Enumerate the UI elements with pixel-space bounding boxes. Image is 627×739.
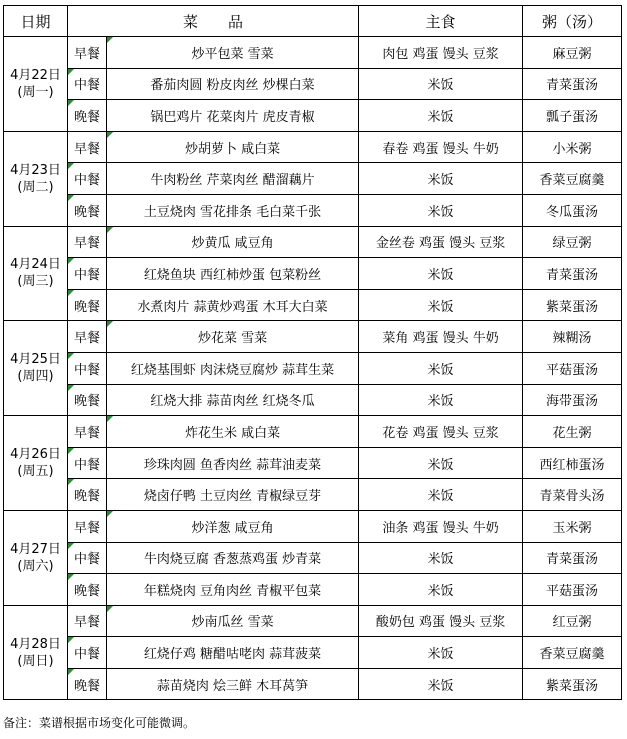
meal-label: 中餐 (68, 447, 107, 479)
meal-label: 中餐 (68, 68, 107, 100)
meal-row (4, 321, 622, 353)
meal-dishes: 红烧仔鸡 糖醋咕咾肉 蒜茸菠菜 (107, 637, 359, 669)
meal-label: 晚餐 (68, 194, 107, 226)
meal-staple: 米饭 (359, 258, 523, 290)
meal-staple: 春卷 鸡蛋 馒头 牛奶 (359, 131, 523, 163)
meal-soup: 小米粥 (523, 131, 622, 163)
meal-dishes: 红烧鱼块 西红柿炒蛋 包菜粉丝 (107, 258, 359, 290)
meal-dishes: 番茄肉圆 粉皮肉丝 炒棵白菜 (107, 68, 359, 100)
meal-staple: 米饭 (359, 289, 523, 321)
meal-soup: 青菜蛋汤 (523, 258, 622, 290)
day-date-cell (4, 226, 68, 321)
meal-row (4, 510, 622, 542)
meal-label: 晚餐 (68, 100, 107, 132)
meal-dishes: 炒胡萝卜 咸白菜 (107, 131, 359, 163)
meal-soup: 香菜豆腐羹 (523, 637, 622, 669)
meal-soup: 香菜豆腐羹 (523, 163, 622, 195)
meal-soup: 花生粥 (523, 416, 622, 448)
meal-row (4, 289, 622, 321)
meal-label: 晚餐 (68, 574, 107, 606)
meal-dishes: 炒黄瓜 咸豆角 (107, 226, 359, 258)
meal-row (4, 416, 622, 448)
meal-staple: 米饭 (359, 352, 523, 384)
day-date: 4月26日 (10, 447, 61, 463)
day-weekday: (周三) (17, 274, 54, 290)
meal-dishes: 烧卤仔鸭 土豆肉丝 青椒绿豆芽 (107, 479, 359, 511)
meal-soup: 玉米粥 (523, 510, 622, 542)
meal-dishes: 水煮肉片 蒜黄炒鸡蛋 木耳大白菜 (107, 289, 359, 321)
day-weekday: (周日) (17, 653, 54, 669)
meal-staple: 米饭 (359, 637, 523, 669)
meal-dishes: 炒南瓜丝 雪菜 (107, 605, 359, 637)
meal-soup: 紫菜蛋汤 (523, 289, 622, 321)
meal-row (4, 131, 622, 163)
meal-dishes: 锅巴鸡片 花菜肉片 虎皮青椒 (107, 100, 359, 132)
meal-dishes: 牛肉粉丝 芹菜肉丝 醋溜藕片 (107, 163, 359, 195)
day-date-cell (4, 37, 68, 132)
meal-staple: 米饭 (359, 668, 523, 700)
meal-row (4, 194, 622, 226)
meal-soup: 西红柿蛋汤 (523, 447, 622, 479)
day-date-cell (4, 131, 68, 226)
day-date: 4月23日 (10, 162, 61, 178)
meal-label: 早餐 (68, 37, 107, 69)
header-staple: 主食 (359, 6, 523, 37)
meal-row (4, 605, 622, 637)
meal-staple: 金丝卷 鸡蛋 馒头 豆浆 (359, 226, 523, 258)
meal-row (4, 258, 622, 290)
meal-dishes: 炒平包菜 雪菜 (107, 37, 359, 69)
meal-soup: 紫菜蛋汤 (523, 668, 622, 700)
day-weekday: (周六) (17, 558, 54, 574)
meal-label: 早餐 (68, 226, 107, 258)
meal-label: 早餐 (68, 605, 107, 637)
meal-row (4, 542, 622, 574)
meal-row (4, 100, 622, 132)
meal-staple: 米饭 (359, 574, 523, 606)
meal-staple: 米饭 (359, 68, 523, 100)
day-date-cell (4, 510, 68, 605)
meal-soup: 海带蛋汤 (523, 384, 622, 416)
meal-soup: 绿豆粥 (523, 226, 622, 258)
meal-row (4, 226, 622, 258)
meal-dishes: 炒洋葱 咸豆角 (107, 510, 359, 542)
meal-label: 中餐 (68, 352, 107, 384)
meal-staple: 油条 鸡蛋 馒头 牛奶 (359, 510, 523, 542)
header-date: 日期 (4, 6, 68, 37)
day-date: 4月22日 (10, 67, 61, 83)
day-date-cell (4, 416, 68, 511)
meal-staple: 米饭 (359, 163, 523, 195)
meal-row (4, 637, 622, 669)
meal-row (4, 68, 622, 100)
meal-soup: 红豆粥 (523, 605, 622, 637)
meal-dishes: 炸花生米 咸白菜 (107, 416, 359, 448)
meal-staple: 菜角 鸡蛋 馒头 牛奶 (359, 321, 523, 353)
header-row (4, 6, 622, 37)
meal-soup: 瓢子蛋汤 (523, 100, 622, 132)
meal-soup: 平菇蛋汤 (523, 574, 622, 606)
meal-staple: 花卷 鸡蛋 馒头 豆浆 (359, 416, 523, 448)
meal-staple: 米饭 (359, 194, 523, 226)
meal-dishes: 牛肉烧豆腐 香葱蒸鸡蛋 炒青菜 (107, 542, 359, 574)
meal-label: 晚餐 (68, 289, 107, 321)
meal-staple: 米饭 (359, 447, 523, 479)
meal-row (4, 352, 622, 384)
meal-soup: 青菜蛋汤 (523, 542, 622, 574)
meal-row (4, 668, 622, 700)
meal-staple: 肉包 鸡蛋 馒头 豆浆 (359, 37, 523, 69)
meal-staple: 米饭 (359, 479, 523, 511)
meal-soup: 青菜蛋汤 (523, 68, 622, 100)
meal-row (4, 384, 622, 416)
meal-staple: 米饭 (359, 100, 523, 132)
meal-label: 中餐 (68, 542, 107, 574)
meal-label: 中餐 (68, 637, 107, 669)
day-date: 4月28日 (10, 636, 61, 652)
meal-soup: 辣糊汤 (523, 321, 622, 353)
meal-dishes: 炒花菜 雪菜 (107, 321, 359, 353)
meal-dishes: 年糕烧肉 豆角肉丝 青椒平包菜 (107, 574, 359, 606)
day-date-cell (4, 605, 68, 700)
meal-soup: 青菜骨头汤 (523, 479, 622, 511)
meal-soup: 平菇蛋汤 (523, 352, 622, 384)
meal-staple: 酸奶包 鸡蛋 馒头 豆浆 (359, 605, 523, 637)
meal-label: 早餐 (68, 321, 107, 353)
header-dishes: 菜 品 (68, 6, 359, 37)
weekly-menu-table (3, 5, 622, 700)
day-weekday: (周四) (17, 369, 54, 385)
meal-label: 晚餐 (68, 384, 107, 416)
meal-label: 早餐 (68, 416, 107, 448)
day-weekday: (周五) (17, 464, 54, 480)
day-weekday: (周一) (17, 84, 54, 100)
meal-label: 早餐 (68, 131, 107, 163)
day-weekday: (周二) (17, 179, 54, 195)
meal-row (4, 447, 622, 479)
day-date-cell (4, 321, 68, 416)
day-date: 4月24日 (10, 257, 61, 273)
meal-dishes: 红烧大排 蒜苗肉丝 红烧冬瓜 (107, 384, 359, 416)
meal-row (4, 479, 622, 511)
header-soup: 粥（汤） (523, 6, 622, 37)
meal-dishes: 土豆烧肉 雪花排条 毛白菜千张 (107, 194, 359, 226)
meal-staple: 米饭 (359, 384, 523, 416)
meal-soup: 冬瓜蛋汤 (523, 194, 622, 226)
meal-label: 中餐 (68, 258, 107, 290)
meal-label: 中餐 (68, 163, 107, 195)
meal-dishes: 红烧基围虾 肉沫烧豆腐炒 蒜茸生菜 (107, 352, 359, 384)
meal-dishes: 珍珠肉圆 鱼香肉丝 蒜茸油麦菜 (107, 447, 359, 479)
meal-label: 晚餐 (68, 668, 107, 700)
meal-staple: 米饭 (359, 542, 523, 574)
meal-row (4, 163, 622, 195)
meal-row (4, 574, 622, 606)
footnote: 备注：菜谱根据市场变化可能微调。 (3, 716, 196, 730)
meal-label: 早餐 (68, 510, 107, 542)
meal-soup: 麻豆粥 (523, 37, 622, 69)
day-date: 4月25日 (10, 352, 61, 368)
meal-dishes: 蒜苗烧肉 烩三鲜 木耳莴笋 (107, 668, 359, 700)
menu-body (4, 37, 622, 700)
day-date: 4月27日 (10, 541, 61, 557)
meal-label: 晚餐 (68, 479, 107, 511)
meal-row (4, 37, 622, 69)
